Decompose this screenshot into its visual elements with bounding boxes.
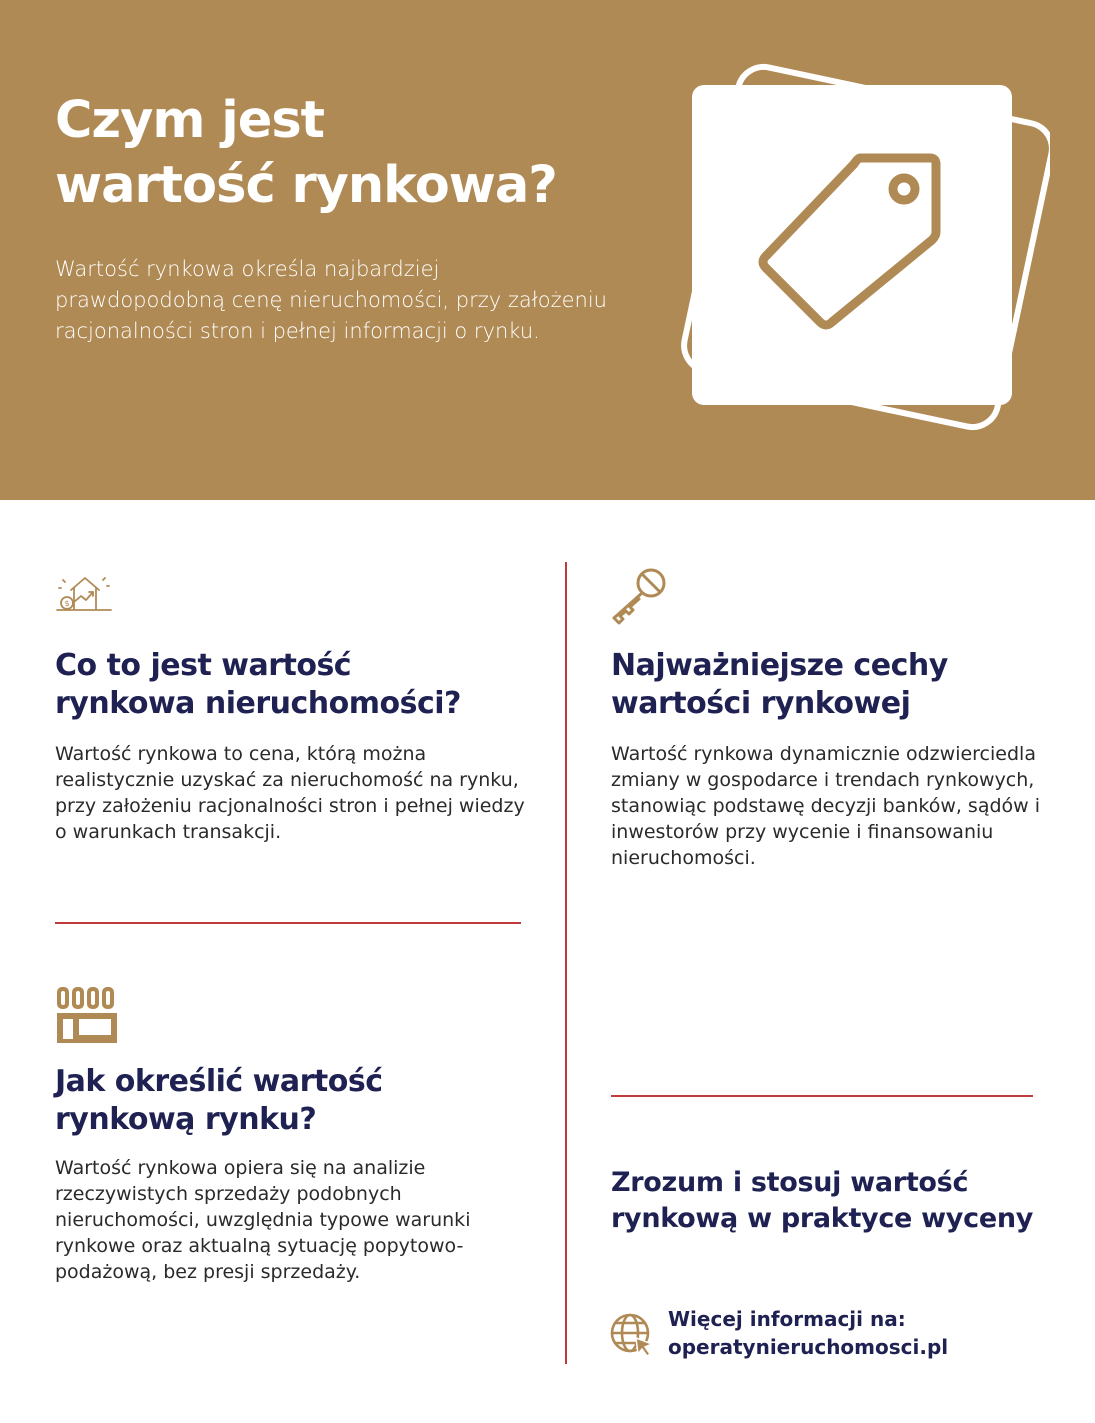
page-title	[55, 88, 655, 218]
left-divider	[55, 922, 521, 924]
globe-cursor-icon	[609, 1312, 655, 1358]
page-title-line2: wartość rynkowa?	[55, 156, 557, 215]
key-icon	[609, 566, 669, 626]
section-what-title-line1: Co to jest wartość	[55, 648, 352, 683]
vertical-divider	[565, 562, 567, 1364]
website-link[interactable]: operatynieruchomosci.pl	[668, 1335, 949, 1359]
call-to-action	[611, 1165, 1071, 1237]
svg-text:$: $	[64, 599, 70, 608]
page-title-line1: Czym jest	[55, 91, 325, 150]
section-how-title	[55, 1063, 555, 1139]
section-features-title-line2: wartości rynkowej	[611, 686, 911, 721]
right-divider	[611, 1095, 1033, 1097]
storefront-icon	[55, 985, 119, 1045]
header-description: Wartość rynkowa określa najbardziej prawdopodobną cenę nieruchomości, przy założeniu racjonalności stron i pełnej informacji o rynku.	[55, 257, 607, 343]
price-tag-icon	[660, 60, 1050, 440]
section-features-body: Wartość rynkowa dynamicznie odzwierciedla zmiany w gospodarce i trendach rynkowych, stanowiąc podstawę decyzji banków, sądów i inwestorów przy wycenie i finansowaniu nieruchomości.	[611, 743, 1041, 869]
section-what-body: Wartość rynkowa to cena, którą można realistycznie uzyskać za nieruchomość na rynku, przy założeniu racjonalności stron i pełnej wiedzy o warunkach transakcji.	[55, 743, 525, 843]
cta-line2: rynkową w praktyce wyceny	[611, 1203, 1034, 1234]
cta-line1: Zrozum i stosuj wartość	[611, 1167, 969, 1198]
header-banner	[0, 0, 1095, 500]
more-info	[668, 1305, 948, 1361]
more-info-label: Więcej informacji na:	[668, 1307, 906, 1331]
section-how-body: Wartość rynkowa opiera się na analizie rzeczywistych sprzedaży podobnych nieruchomości, uwzględnia typowe warunki rynkowe oraz aktualną sytuację popytowo-podażową, bez presji sprzedaży.	[55, 1157, 471, 1283]
section-features-title	[611, 647, 1071, 723]
section-features-title-line1: Najważniejsze cechy	[611, 648, 948, 683]
house-growth-icon	[55, 572, 113, 614]
section-what-title	[55, 647, 555, 723]
section-how-title-line1: Jak określić wartość	[55, 1064, 383, 1099]
section-what-title-line2: rynkowa nieruchomości?	[55, 686, 461, 721]
section-how-title-line2: rynkową rynku?	[55, 1102, 317, 1137]
